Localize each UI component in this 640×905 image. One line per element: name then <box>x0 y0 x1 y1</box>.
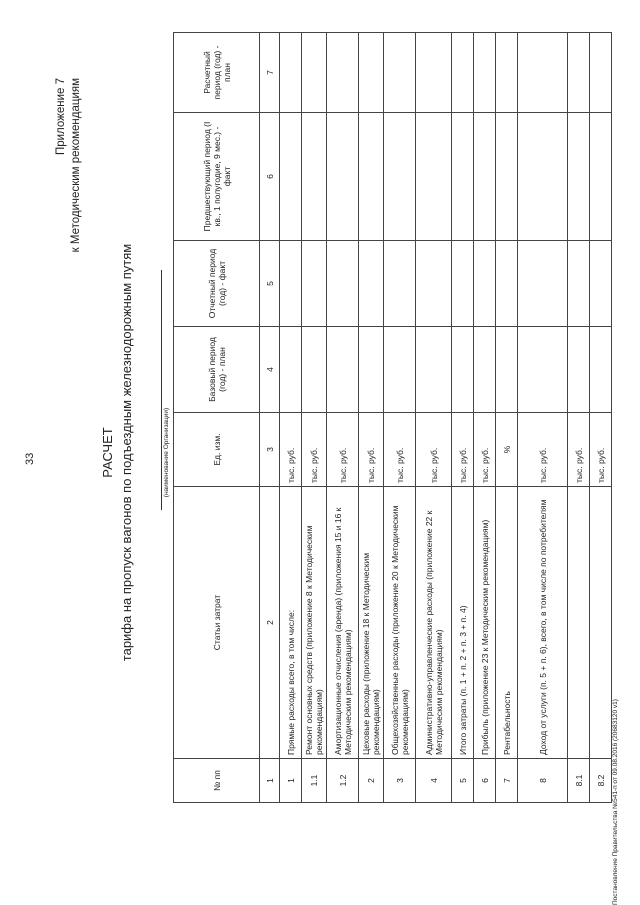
table-row <box>518 33 568 803</box>
table-row <box>568 33 590 803</box>
row-cost-item: Доход от услуги (п. 5 + п. 6), всего, в том числе по потребителям <box>518 487 568 759</box>
row-cost-item: Прибыль (приложение 23 к Методическим рекомендациям) <box>474 487 496 759</box>
row-unit: % <box>496 413 518 487</box>
row-number: 7 <box>496 759 518 803</box>
row-unit: тыс. руб. <box>518 413 568 487</box>
table-row <box>416 33 452 803</box>
header-report-period: Отчетный период (год) - факт <box>174 241 260 327</box>
tariff-calculation-table <box>173 32 612 803</box>
row-unit: тыс. руб. <box>452 413 474 487</box>
row-cost-item: Цеховые расходы (приложение 18 к Методическим рекомендациям) <box>359 487 384 759</box>
table-header-row <box>174 33 260 803</box>
row-number: 5 <box>452 759 474 803</box>
document-subtitle: тарифа на пропуск вагонов по подъездным железнодорожным путям <box>119 243 134 662</box>
appendix-reference: к Методическим рекомендациям <box>70 78 82 253</box>
row-unit: тыс. руб. <box>384 413 416 487</box>
row-cost-item: Амортизационные отчисления (аренда) (приложения 15 и 16 к Методическим рекомендациям) <box>327 487 359 759</box>
header-cost-items: Статьи затрат <box>174 487 260 759</box>
table-row <box>496 33 518 803</box>
row-unit: тыс. руб. <box>280 413 302 487</box>
row-unit: тыс. руб. <box>568 413 590 487</box>
row-cost-item: Ремонт основных средств (приложение 8 к Методическим рекомендациям) <box>302 487 327 759</box>
row-number: 4 <box>416 759 452 803</box>
header-base-period: Базовый период (год) - план <box>174 327 260 413</box>
row-number: 6 <box>474 759 496 803</box>
appendix-header <box>54 78 84 252</box>
organization-blank-line <box>161 270 162 510</box>
appendix-title: Приложение 7 <box>55 78 67 156</box>
header-unit: Ед. изм. <box>174 413 260 487</box>
table-row <box>384 33 416 803</box>
footer-reference: Постановление Правительства №541-п от 09.08.2016 (20683120 v1) <box>612 699 619 905</box>
row-number: 2 <box>359 759 384 803</box>
column-number: 6 <box>260 113 280 241</box>
row-number: 1 <box>280 759 302 803</box>
header-calc-period: Расчетный период (год) - план <box>174 33 260 113</box>
row-unit: тыс. руб. <box>327 413 359 487</box>
row-cost-item: Рентабельность <box>496 487 518 759</box>
table-row <box>474 33 496 803</box>
row-cost-item: Итого затраты (п. 1 + п. 2 + п. 3 + п. 4) <box>452 487 474 759</box>
column-number: 1 <box>260 759 280 803</box>
column-number: 7 <box>260 33 280 113</box>
row-unit: тыс. руб. <box>302 413 327 487</box>
table-row <box>452 33 474 803</box>
table-row <box>302 33 327 803</box>
column-number: 5 <box>260 241 280 327</box>
header-previous-period: Предшествующий период (I кв., 1 полугодие, 9 мес.) - факт <box>174 113 260 241</box>
row-unit: тыс. руб. <box>474 413 496 487</box>
row-number: 1.1 <box>302 759 327 803</box>
row-number: 8.2 <box>590 759 612 803</box>
organization-caption: (наименование Организации) <box>163 407 170 498</box>
row-cost-item: Прямые расходы всего, в том числе: <box>280 487 302 759</box>
row-cost-item <box>568 487 590 759</box>
row-number: 3 <box>384 759 416 803</box>
row-cost-item: Общехозяйственные расходы (приложение 20 к Методическим рекомендациям) <box>384 487 416 759</box>
column-number: 2 <box>260 487 280 759</box>
column-number: 3 <box>260 413 280 487</box>
row-number: 8 <box>518 759 568 803</box>
row-number: 8.1 <box>568 759 590 803</box>
row-cost-item: Административно-управленческие расходы (приложение 22 к Методическим рекомендациям) <box>416 487 452 759</box>
document-title: РАСЧЕТ <box>100 427 115 478</box>
row-unit: тыс. руб. <box>416 413 452 487</box>
row-unit: тыс. руб. <box>359 413 384 487</box>
table-row <box>590 33 612 803</box>
row-number: 1.2 <box>327 759 359 803</box>
page-number: 33 <box>24 452 36 465</box>
table-row <box>359 33 384 803</box>
row-cost-item <box>590 487 612 759</box>
column-number-row <box>260 33 280 803</box>
table-row <box>280 33 302 803</box>
table-row <box>327 33 359 803</box>
column-number: 4 <box>260 327 280 413</box>
row-unit: тыс. руб. <box>590 413 612 487</box>
header-number: № пп <box>174 759 260 803</box>
